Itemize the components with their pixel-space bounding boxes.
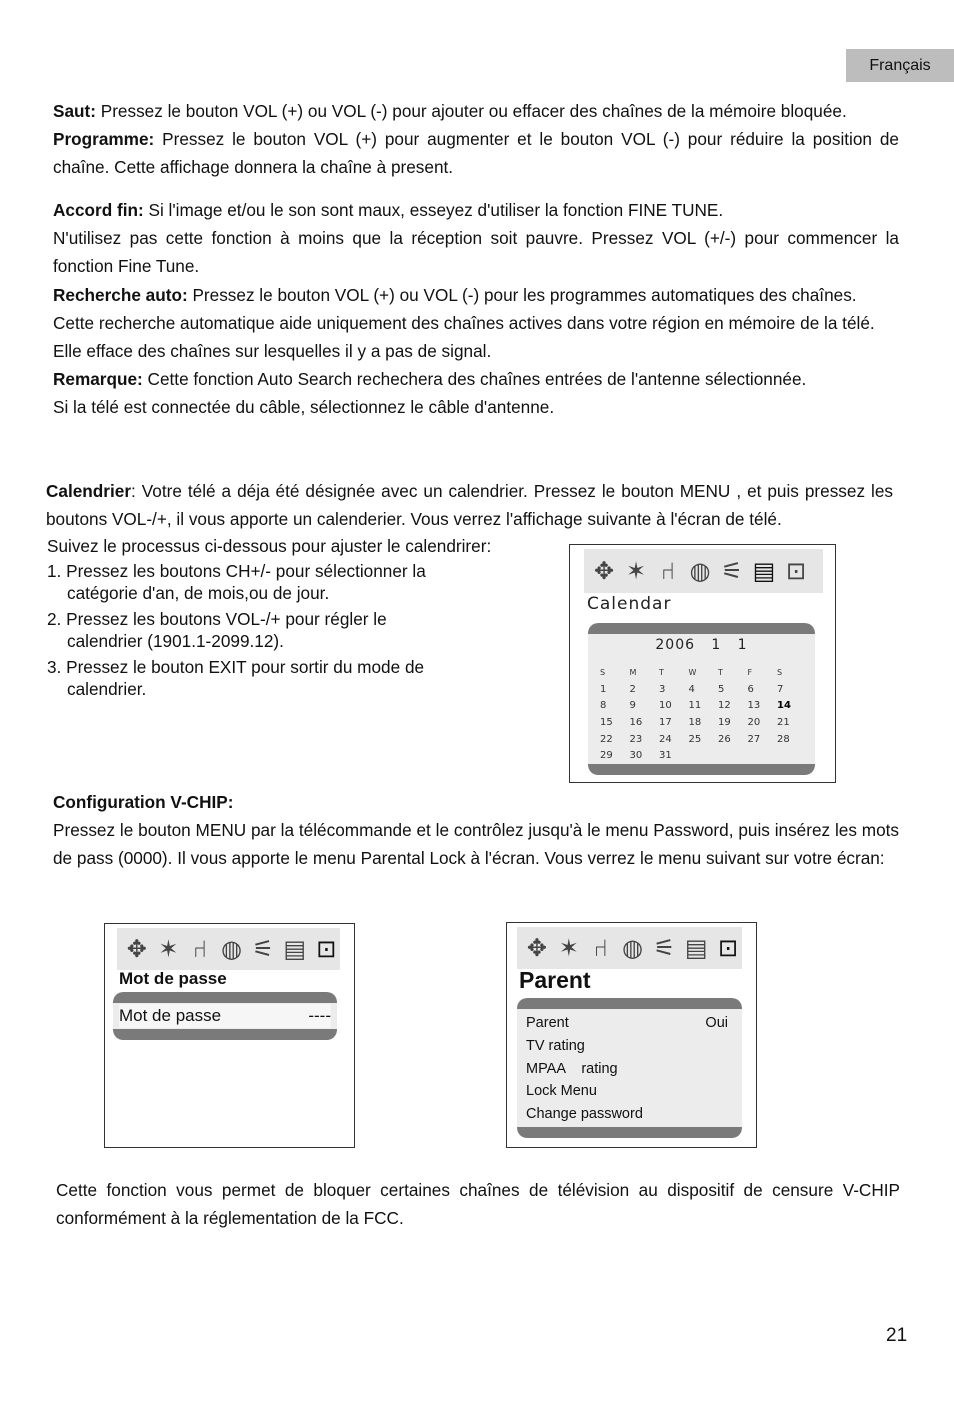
puzzle-icon: ✥: [526, 934, 547, 962]
calendar-day-cell[interactable]: 2: [629, 683, 636, 695]
step-3-line1: 3. Pressez le bouton EXIT pour sortir du mode de: [47, 657, 425, 677]
calendar-day-cell[interactable]: 30: [629, 750, 643, 762]
calendar-screen: [569, 544, 836, 783]
programme-text: Pressez le bouton VOL (+) pour augmenter et le bouton VOL (-) pour réduire la position de chaîne. Cette affichage donnera la chaîne à present.: [53, 129, 899, 178]
menu-item-change-password[interactable]: [526, 1103, 728, 1126]
password-icon-bar: [117, 928, 340, 970]
lock-icon: ⊡: [718, 934, 739, 962]
calendar-day-cell[interactable]: 4: [688, 683, 695, 695]
password-title: Mot de passe: [119, 969, 227, 988]
paragraph-accord-recherche: [53, 196, 899, 422]
password-screen: [104, 923, 355, 1148]
weekday-label: S: [777, 668, 783, 677]
recherche-label: Recherche auto:: [53, 284, 188, 305]
calendar-day[interactable]: 1: [737, 637, 748, 653]
calendar-grid: [600, 665, 807, 765]
weekday-label: T: [659, 668, 664, 677]
satellite-icon: ⚟: [252, 935, 274, 963]
calendar-day-cell[interactable]: 29: [600, 750, 613, 762]
star-icon: ✶: [625, 557, 647, 585]
footer-paragraph: Cette fonction vous permet de bloquer certaines chaînes de télévision au dispositif de censure V-CHIP conformément à la réglementation de la FCC.: [56, 1180, 900, 1229]
step-3-line2: calendrier.: [67, 679, 147, 699]
vchip-text: Pressez le bouton MENU par la télécommande et le contrôlez jusqu'à le menu Password, puis insérez les mots de pass (0000). Il vous apporte le menu Parental Lock à l'écran. Vous verrez le menu suivant sur votre écran:: [53, 820, 899, 869]
step-1-line1: 1. Pressez les boutons CH+/- pour sélectionner la: [47, 561, 426, 581]
paragraph-vchip: [53, 788, 899, 873]
puzzle-icon: ✥: [126, 935, 147, 963]
calendar-day-cell[interactable]: 18: [688, 717, 702, 729]
panel-bottom-bar: [588, 764, 815, 775]
paragraph-saut-programme: [53, 97, 899, 182]
calendar-day-cell[interactable]: 13: [747, 700, 761, 712]
calendar-day-cell[interactable]: 12: [718, 700, 731, 712]
parent-menu-list: [526, 1012, 728, 1126]
lock-icon: ⊡: [316, 935, 337, 963]
calendar-day-cell[interactable]: 3: [659, 683, 666, 695]
parent-title: Parent: [519, 967, 591, 993]
panel-bottom-bar: [113, 1029, 337, 1040]
calendar-day-cell[interactable]: 11: [688, 700, 702, 712]
password-field-row[interactable]: [119, 1004, 331, 1028]
calendar-icon-bar: [584, 549, 823, 593]
calendar-day-cell[interactable]: 6: [747, 683, 754, 695]
language-tab: Français: [846, 49, 954, 82]
globe-icon: ◍: [622, 934, 643, 962]
document-icon: ▤: [283, 935, 307, 963]
password-field-label: Mot de passe: [119, 1006, 222, 1025]
calendar-day-cell[interactable]: 8: [600, 700, 607, 712]
lock-icon: ⊡: [785, 557, 807, 585]
accord-text: Si l'image et/ou le son sont maux, esseyez d'utiliser la fonction FINE TUNE.: [143, 200, 724, 220]
menu-item-mpaa-rating[interactable]: [526, 1058, 728, 1081]
calendar-day-cell[interactable]: 19: [718, 717, 731, 729]
calendar-day-cell[interactable]: 24: [659, 733, 672, 745]
weekday-label: W: [688, 668, 697, 677]
calendar-day-cell[interactable]: 21: [777, 717, 790, 729]
parent-screen: [506, 922, 757, 1148]
weekday-label: T: [718, 668, 723, 677]
menu-item-parent[interactable]: [526, 1012, 728, 1035]
satellite-icon: ⚟: [653, 934, 676, 962]
chair-icon: ⑁: [192, 935, 208, 963]
calendar-day-cell[interactable]: 23: [629, 733, 643, 745]
satellite-icon: ⚟: [721, 557, 743, 585]
calendar-day-cell[interactable]: 16: [629, 717, 643, 729]
recherche-text-2: Cette recherche automatique aide uniquement des chaînes actives dans votre région en mémoire de la télé.: [53, 312, 875, 333]
document-icon: ▤: [752, 557, 776, 585]
panel-top-bar: [588, 623, 815, 634]
document-icon: ▤: [684, 934, 708, 962]
panel-top-bar: [113, 992, 337, 1003]
calendar-day-cell[interactable]: 22: [600, 733, 613, 745]
menu-item-value: Oui: [705, 1015, 728, 1031]
calendar-day-cell[interactable]: 15: [600, 717, 613, 729]
saut-label: Saut:: [53, 101, 96, 121]
parent-icon-bar: [517, 927, 742, 969]
vchip-title: Configuration V-CHIP:: [53, 792, 234, 812]
calendar-day-cell[interactable]: 1: [600, 683, 607, 695]
weekday-label: S: [600, 668, 606, 677]
panel-top-bar: [517, 998, 742, 1009]
menu-item-label: MPAA rating: [526, 1060, 618, 1077]
weekday-label: M: [629, 668, 637, 677]
step-1-line2: catégorie d'an, de mois,ou de jour.: [67, 583, 330, 603]
recherche-text: Pressez le bouton VOL (+) ou VOL (-) pour les programmes automatiques des chaînes.: [187, 284, 857, 305]
calendar-steps: [47, 535, 517, 704]
calendar-day-cell[interactable]: 7: [777, 683, 784, 695]
calendar-date-header: [588, 637, 815, 653]
remarque-text-2: Si la télé est connectée du câble, sélectionnez le câble d'antenne.: [53, 397, 555, 418]
calendar-day-cell[interactable]: 17: [659, 717, 672, 729]
star-icon: ✶: [558, 934, 579, 962]
menu-item-label: Change password: [526, 1106, 643, 1123]
globe-icon: ◍: [689, 557, 711, 585]
puzzle-icon: ✥: [593, 557, 615, 585]
password-field-value[interactable]: ----: [308, 1006, 331, 1025]
recherche-text-3: Elle efface des chaînes sur lesquelles il y a pas de signal.: [53, 341, 492, 362]
calendar-day-cell[interactable]: 27: [747, 733, 761, 745]
page-number: 21: [886, 1325, 908, 1346]
accord-text-2: N'utilisez pas cette fonction à moins que la réception soit pauvre. Pressez VOL (+/-) pour commencer la fonction Fine Tune.: [53, 228, 899, 277]
paragraph-calendrier: [46, 477, 893, 533]
parent-panel: [517, 998, 742, 1138]
menu-item-lock-menu[interactable]: [526, 1080, 728, 1103]
calendar-day-cell[interactable]: 9: [629, 700, 636, 712]
step-1: [47, 560, 517, 604]
menu-item-tv-rating[interactable]: [526, 1035, 728, 1058]
calendar-day-cell[interactable]: 26: [718, 733, 731, 745]
calendar-day-cell[interactable]: 10: [659, 700, 672, 712]
calendar-panel: [588, 623, 815, 775]
saut-text: Pressez le bouton VOL (+) ou VOL (-) pour ajouter ou effacer des chaînes de la mémoire bloquée.: [95, 101, 847, 121]
remarque-text: Cette fonction Auto Search rechechera des chaînes entrées de l'antenne sélectionnée.: [142, 369, 807, 390]
globe-icon: ◍: [221, 935, 242, 963]
calendrier-text: : Votre télé a déja été désignée avec un calendrier. Pressez le bouton MENU , et puis pressez les boutons VOL-/+, il vous apporte un calenderier. Vous verrez l'affichage suivante à l'écran de télé.: [46, 481, 893, 530]
weekday-label: F: [747, 668, 753, 677]
chair-icon: ⑁: [593, 934, 608, 962]
menu-item-label: TV rating: [526, 1037, 585, 1054]
calendar-day-cell[interactable]: 5: [718, 683, 725, 695]
step-2-line1: 2. Pressez les boutons VOL-/+ pour régler le: [47, 609, 387, 629]
calendar-month[interactable]: 1: [711, 637, 722, 653]
password-panel: [113, 992, 337, 1040]
accord-label: Accord fin:: [53, 200, 144, 220]
star-icon: ✶: [158, 935, 179, 963]
step-3: [47, 656, 517, 700]
menu-item-label: Lock Menu: [526, 1083, 597, 1100]
remarque-label: Remarque:: [53, 369, 143, 390]
chair-icon: ⑁: [660, 557, 676, 585]
calendar-day-cell[interactable]: 25: [688, 733, 702, 745]
panel-bottom-bar: [517, 1127, 742, 1138]
calendar-day-cell[interactable]: 20: [747, 717, 761, 729]
step-2: [47, 608, 517, 652]
calendar-year[interactable]: 2006: [655, 637, 696, 653]
steps-intro: Suivez le processus ci-dessous pour ajuster le calendrirer:: [47, 536, 492, 556]
calendar-title: Calendar: [587, 594, 672, 614]
calendar-day-cell[interactable]: 31: [659, 750, 672, 762]
calendar-day-cell[interactable]: 14: [777, 700, 791, 712]
calendar-day-cell[interactable]: 28: [777, 733, 790, 745]
step-2-line2: calendrier (1901.1-2099.12).: [67, 631, 284, 651]
calendrier-label: Calendrier: [46, 481, 132, 501]
menu-item-label: Parent: [526, 1015, 569, 1031]
programme-label: Programme:: [53, 129, 155, 150]
